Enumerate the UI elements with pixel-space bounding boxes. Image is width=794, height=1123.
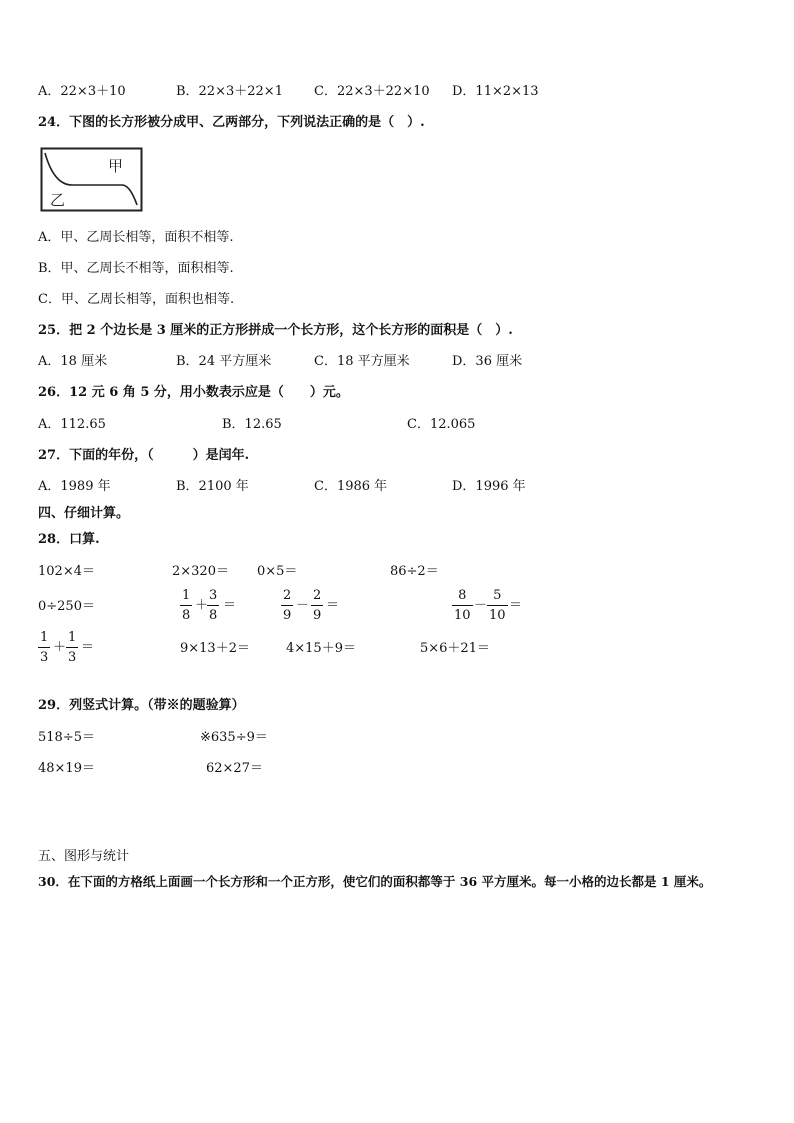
q24-label-jia: 甲 [108,157,124,175]
fraction: $\frac{8}{10}$ [454,588,471,623]
q28-item: 9×13＋2＝ [180,641,250,656]
section-4-heading: 四、仔细计算。 [38,506,130,521]
q23-option-b: B．22×3＋22×1 [176,84,283,99]
q25-option-c: C．18 平方厘米 [314,354,410,369]
q24-option-a: A．甲、乙周长相等，面积不相等. [38,230,234,245]
q26-question: 26．12 元 6 角 5 分，用小数表示应是（ ）元。 [38,385,349,400]
q26-option-b: B．12.65 [222,417,282,432]
equals-sign: ＝ [81,640,95,655]
q27-option-d: D．1996 年 [452,479,526,494]
q23-option-c: C．22×3＋22×10 [314,84,430,99]
q29-item: 48×19＝ [38,761,95,776]
q27-option-b: B．2100 年 [176,479,249,494]
fraction: $\frac{3}{8}$ [209,588,218,623]
q24-question: 24．下图的长方形被分成甲、乙两部分，下列说法正确的是（ ）. [38,115,425,130]
equals-sign: ＝ [223,598,237,613]
q28-item: 0÷250＝ [38,599,95,614]
fraction: $\frac{1}{8}$ [182,588,191,623]
q29-item: ※635÷9＝ [200,730,268,745]
q28-item: 2×320＝ [172,564,229,579]
operator: ＋ [53,640,67,655]
fraction: $\frac{5}{10}$ [489,588,506,623]
fraction: $\frac{1}{3}$ [40,630,49,665]
fraction: $\frac{2}{9}$ [283,588,292,623]
q28-item: 102×4＝ [38,564,95,579]
q25-question: 25．把 2 个边长是 3 厘米的正方形拼成一个长方形，这个长方形的面积是（ ）. [38,323,513,338]
q26-option-c: C．12.065 [407,417,476,432]
q29-item: 518÷5＝ [38,730,95,745]
q27-option-c: C．1986 年 [314,479,388,494]
q27-question: 27．下面的年份，（ ）是闰年. [38,448,250,463]
q24-rectangle-figure [40,147,144,213]
q23-option-d: D．11×2×13 [452,84,539,99]
q30-question: 30．在下面的方格纸上面画一个长方形和一个正方形，使它们的面积都等于 36 平方厘米。每一小格的边长都是 1 厘米。 [38,874,712,889]
operator: － [474,598,488,613]
q28-item: 5×6＋21＝ [420,641,490,656]
q24-label-yi: 乙 [50,191,66,209]
q24-option-c: C．甲、乙周长相等，面积也相等. [38,292,235,307]
q25-option-d: D．36 厘米 [452,354,523,369]
equals-sign: ＝ [509,598,523,613]
q27-option-a: A．1989 年 [38,479,111,494]
q28-item: 4×15＋9＝ [286,641,356,656]
q26-option-a: A．112.65 [38,417,106,432]
q29-item: 62×27＝ [206,761,263,776]
fraction: $\frac{2}{9}$ [313,588,322,623]
q25-option-b: B．24 平方厘米 [176,354,272,369]
operator: ＋ [195,598,209,613]
section-5-heading: 五、图形与统计 [38,849,130,864]
q24-option-b: B．甲、乙周长不相等，面积相等. [38,261,234,276]
q23-option-a: A．22×3＋10 [38,84,126,99]
q29-title: 29．列竖式计算。（带※的题验算） [38,698,245,713]
q25-option-a: A．18 厘米 [38,354,108,369]
equals-sign: ＝ [326,598,340,613]
q28-item: 0×5＝ [257,564,298,579]
fraction: $\frac{1}{3}$ [68,630,77,665]
q28-title: 28．口算. [38,532,100,547]
operator: － [296,598,310,613]
q28-item: 86÷2＝ [390,564,439,579]
